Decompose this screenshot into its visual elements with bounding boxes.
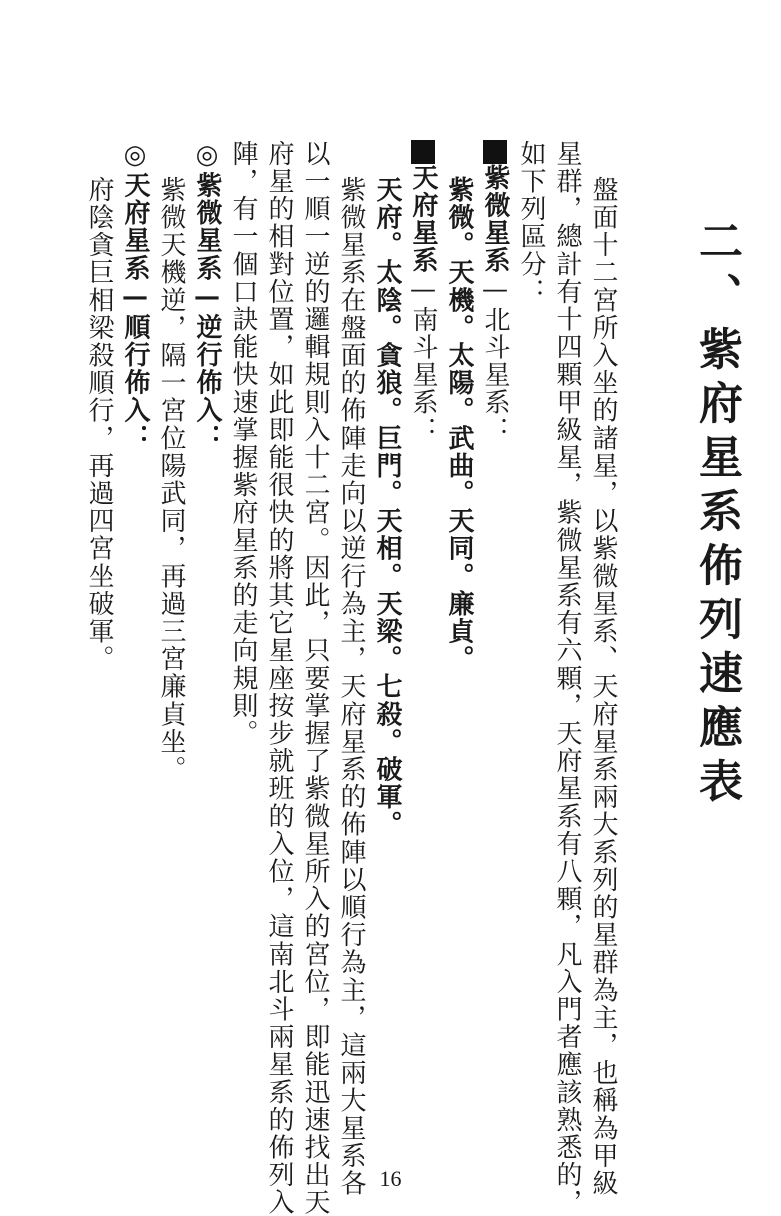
bullet-square-icon (411, 140, 435, 164)
intro-line-3: 如下列區分： (516, 140, 546, 306)
ziwei-rule-text: 紫微天機逆，隔一宮位陽武同，再過三宮廉貞坐。 (156, 176, 186, 784)
tianfu-group-heading: 天府星系—南斗星系： (410, 140, 436, 444)
explanation-line-1: 紫微星系在盤面的佈陣走向以逆行為主，天府星系的佈陣以順行為主，這兩大星系各 (336, 176, 366, 1198)
tianfu-rule-text: 府陰貪巨相梁殺順行，再過四宮坐破軍。 (84, 176, 114, 673)
bullet-square-icon (483, 140, 507, 164)
page-title: 二、紫府星系佈列速應表 (691, 218, 742, 812)
tianfu-star-list: 天府。太陰。貪狼。巨門。天相。天梁。七殺。破軍。 (372, 176, 402, 839)
page-number: 16 (379, 1166, 402, 1191)
intro-line-2: 星群，總計有十四顆甲級星，紫微星系有六顆，天府星系有八顆，凡入門者應該熟悉的， (552, 140, 582, 1216)
ziwei-star-list: 紫微。天機。太陽。武曲。天同。廉貞。 (444, 176, 474, 673)
explanation-line-4: 陣，有一個口訣能快速掌握紫府星系的走向規則。 (228, 140, 258, 748)
ziwei-rule-heading: ◎紫微星系—逆行佈入： (192, 140, 222, 452)
intro-line-1: 盤面十二宮所入坐的諸星，以紫微星系、天府星系兩大系列的星群為主，也稱為甲級 (588, 176, 618, 1198)
explanation-line-2: 以一順一逆的邏輯規則入十二宮。因此，只要掌握了紫微星所入的宮位，即能迅速找出天 (300, 140, 330, 1216)
tianfu-rule-heading: ◎天府星系—順行佈入： (120, 140, 150, 452)
ziwei-group-heading: 紫微星系—北斗星系： (482, 140, 508, 444)
explanation-line-3: 府星的相對位置，如此即能很快的將其它星座按步就班的入位，這南北斗兩星系的佈列入 (264, 140, 294, 1216)
